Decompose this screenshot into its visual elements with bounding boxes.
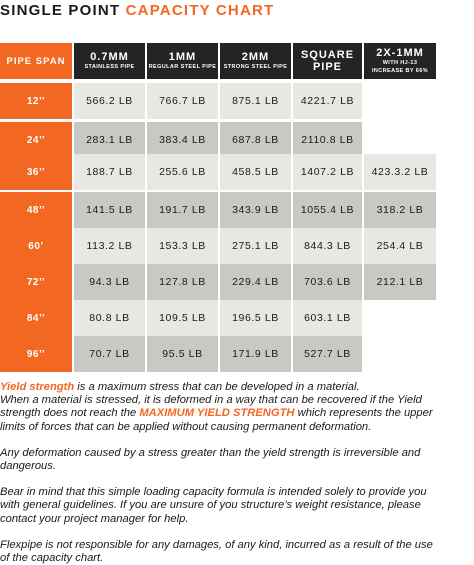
value-cell: 383.4 LB — [147, 122, 218, 158]
value-cell: 80.8 LB — [74, 300, 145, 336]
span-cell: 48’’ — [0, 192, 72, 228]
header-sublabel: WITH HJ-13 — [382, 60, 418, 66]
value-cell: 254.4 LB — [364, 228, 436, 264]
header-label: PIPE — [312, 61, 343, 73]
table-row — [0, 336, 436, 372]
value-cell: 283.1 LB — [74, 122, 145, 158]
value-cell: 703.6 LB — [293, 264, 362, 300]
notes-section — [0, 381, 474, 565]
value-cell: 458.5 LB — [220, 154, 291, 190]
value-cell: 318.2 LB — [364, 192, 436, 228]
header-label: SQUARE — [300, 49, 355, 61]
value-cell: 423.3.2 LB — [364, 154, 436, 190]
note-line: of the capacity chart. — [0, 552, 104, 565]
header-label: 2X-1MM — [376, 47, 424, 59]
header-label: 1MM — [168, 51, 197, 63]
value-cell: 191.7 LB — [147, 192, 218, 228]
table-header-row — [0, 43, 436, 79]
spacer — [0, 526, 474, 539]
note-line: When a material is stressed, it is deformed in a way that can be recovered if the Yield — [0, 394, 422, 407]
header-pipe-span — [0, 43, 72, 79]
value-cell: 1055.4 LB — [293, 192, 362, 228]
value-cell: 94.3 LB — [74, 264, 145, 300]
span-cell: 36’’ — [0, 154, 72, 190]
header-sublabel: STRONG STEEL PIPE — [223, 64, 288, 70]
header-label: 2MM — [241, 51, 270, 63]
table-row — [0, 122, 436, 158]
chart-title — [0, 2, 274, 20]
value-cell: 687.8 LB — [220, 122, 291, 158]
span-cell: 72’’ — [0, 264, 72, 300]
header-sublabel: STAINLESS PIPE — [84, 64, 135, 70]
value-cell-empty — [364, 336, 436, 372]
note-line: Any deformation caused by a stress greater than the yield strength is irreversible and — [0, 446, 421, 459]
value-cell: 95.5 LB — [147, 336, 218, 372]
spacer — [0, 473, 474, 486]
value-cell: 141.5 LB — [74, 192, 145, 228]
value-cell: 2110.8 LB — [293, 122, 362, 158]
table-row — [0, 228, 436, 264]
value-cell: 229.4 LB — [220, 264, 291, 300]
value-cell: 1407.2 LB — [293, 154, 362, 190]
note-line — [0, 407, 474, 420]
table-row — [0, 264, 436, 300]
header-2x1mm — [364, 43, 436, 79]
header-07mm — [74, 43, 145, 79]
value-cell: 766.7 LB — [147, 83, 218, 119]
header-sublabel: REGULAR STEEL PIPE — [148, 64, 217, 70]
header-sublabel: INCREASE BY 66% — [371, 68, 429, 74]
value-cell-empty — [364, 300, 436, 336]
value-cell: 566.2 LB — [74, 83, 145, 119]
value-cell: 109.5 LB — [147, 300, 218, 336]
note-line: contact your project manager for help. — [0, 512, 189, 525]
value-cell: 275.1 LB — [220, 228, 291, 264]
value-cell: 127.8 LB — [147, 264, 218, 300]
header-1mm — [147, 43, 218, 79]
chart-title-part2: CAPACITY CHART — [125, 2, 275, 19]
value-cell: 343.9 LB — [220, 192, 291, 228]
value-cell: 4221.7 LB — [293, 83, 362, 119]
span-cell: 96’’ — [0, 336, 72, 372]
span-cell: 24’’ — [0, 122, 72, 158]
value-cell: 113.2 LB — [74, 228, 145, 264]
value-cell: 70.7 LB — [74, 336, 145, 372]
value-cell: 188.7 LB — [74, 154, 145, 190]
value-cell-empty — [364, 122, 436, 158]
value-cell: 212.1 LB — [364, 264, 436, 300]
value-cell: 153.3 LB — [147, 228, 218, 264]
header-label: PIPE SPAN — [6, 55, 66, 67]
header-label: 0.7MM — [90, 51, 129, 63]
table-row — [0, 83, 436, 119]
note-line: Flexpipe is not responsible for any damages, of any kind, incurred as a result of the use — [0, 538, 433, 551]
note-line — [0, 381, 474, 394]
note-line: with general guidelines. If you are unsure of you structure’s weight resistance, please — [0, 499, 421, 512]
value-cell-empty — [364, 83, 436, 119]
max-yield-highlight: MAXIMUM YIELD STRENGTH — [139, 407, 295, 420]
span-cell: 12’’ — [0, 83, 72, 119]
note-line: dangerous. — [0, 460, 56, 473]
value-cell: 171.9 LB — [220, 336, 291, 372]
note-text: which represents the upper — [294, 407, 433, 420]
value-cell: 603.1 LB — [293, 300, 362, 336]
table-row — [0, 154, 436, 190]
value-cell: 527.7 LB — [293, 336, 362, 372]
yield-strength-highlight: Yield strength — [0, 381, 75, 393]
table-row — [0, 300, 436, 336]
value-cell: 255.6 LB — [147, 154, 218, 190]
header-square — [293, 43, 362, 79]
value-cell: 875.1 LB — [220, 83, 291, 119]
value-cell: 844.3 LB — [293, 228, 362, 264]
chart-title-part1: SINGLE POINT — [0, 2, 121, 19]
table-row — [0, 192, 436, 228]
header-2mm — [220, 43, 291, 79]
note-line: limits of forces that can be applied without causing permanent deformation. — [0, 420, 372, 433]
note-line: Bear in mind that this simple loading capacity formula is intended solely to provide you — [0, 486, 427, 499]
span-cell: 84’’ — [0, 300, 72, 336]
span-cell: 60’ — [0, 228, 72, 264]
value-cell: 196.5 LB — [220, 300, 291, 336]
note-text: strength does not reach the — [0, 407, 140, 420]
note-text: is a maximum stress that can be developed in a material. — [74, 381, 360, 393]
spacer — [0, 434, 474, 447]
